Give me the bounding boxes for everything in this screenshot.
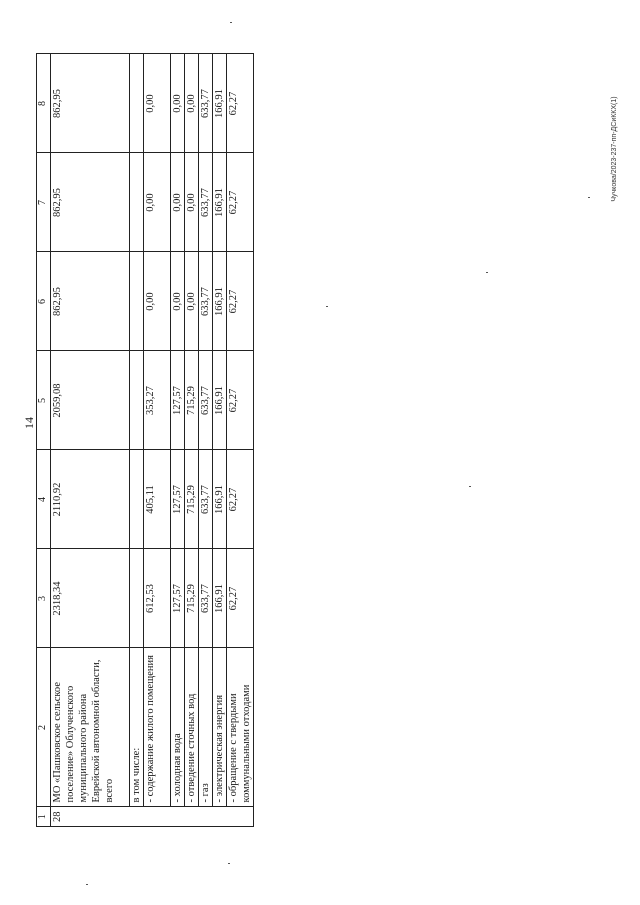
value-cell: 862,95 xyxy=(51,252,130,351)
header-cell: 1 xyxy=(37,807,51,827)
table-row xyxy=(144,54,171,827)
value-cell: 62,27 xyxy=(227,252,254,351)
value-cell: 0,00 xyxy=(144,153,171,252)
value-cell: 862,95 xyxy=(51,153,130,252)
value-cell: 127,57 xyxy=(171,351,185,450)
value-cell: 166,91 xyxy=(213,252,227,351)
value-cell: 2110,92 xyxy=(51,450,130,549)
value-cell: 166,91 xyxy=(213,450,227,549)
header-cell: 6 xyxy=(37,252,51,351)
scan-speck xyxy=(86,884,88,885)
value-cell: 0,00 xyxy=(144,54,171,153)
table-row xyxy=(171,54,185,827)
value-cell: 0,00 xyxy=(171,252,185,351)
value-cell: 62,27 xyxy=(227,549,254,648)
value-cell: 405,11 xyxy=(144,450,171,549)
value-cell: 633,77 xyxy=(199,549,213,648)
value-cell: 862,95 xyxy=(51,54,130,153)
value-cell: 127,57 xyxy=(171,450,185,549)
value-cell: 612,53 xyxy=(144,549,171,648)
scan-speck xyxy=(326,306,328,307)
table-row xyxy=(213,54,227,827)
table-row xyxy=(51,54,130,827)
header-cell: 5 xyxy=(37,351,51,450)
tariff-table xyxy=(36,54,254,828)
row-number: 28 xyxy=(51,807,254,827)
header-cell: 4 xyxy=(37,450,51,549)
value-cell: 2059,08 xyxy=(51,351,130,450)
value-cell: 715,29 xyxy=(185,450,199,549)
value-cell: 353,27 xyxy=(144,351,171,450)
row-label: - холодная вода xyxy=(171,648,185,807)
value-cell: 0,00 xyxy=(185,54,199,153)
value-cell: 127,57 xyxy=(171,549,185,648)
value-cell: 633,77 xyxy=(199,351,213,450)
table-row xyxy=(227,54,254,827)
value-cell: 62,27 xyxy=(227,351,254,450)
row-label: - электрическая энергия xyxy=(213,648,227,807)
value-cell: 0,00 xyxy=(171,54,185,153)
value-cell: 62,27 xyxy=(227,54,254,153)
table-row xyxy=(199,54,213,827)
scan-speck xyxy=(588,197,590,198)
value-cell: 715,29 xyxy=(185,351,199,450)
page-number: 14 xyxy=(22,417,36,429)
scan-speck xyxy=(469,486,471,487)
value-cell: 633,77 xyxy=(199,450,213,549)
header-cell: 2 xyxy=(37,648,51,807)
scan-speck xyxy=(486,272,488,273)
value-cell: 166,91 xyxy=(213,54,227,153)
scan-speck xyxy=(230,22,232,23)
value-cell: 633,77 xyxy=(199,153,213,252)
value-cell: 715,29 xyxy=(185,549,199,648)
value-cell: 62,27 xyxy=(227,450,254,549)
row-label: - обращение с твердыми коммунальными отходами xyxy=(227,648,254,807)
value-cell: 633,77 xyxy=(199,252,213,351)
value-cell: 0,00 xyxy=(185,153,199,252)
value-cell: 0,00 xyxy=(144,252,171,351)
value-cell: 166,91 xyxy=(213,351,227,450)
value-cell: 633,77 xyxy=(199,54,213,153)
row-label: - отведение сточных вод xyxy=(185,648,199,807)
value-cell: 0,00 xyxy=(185,252,199,351)
subheading: в том числе: xyxy=(130,648,144,807)
footer-code: Чучкова/2023-237-пп-ДСиККХ(1) xyxy=(611,96,618,202)
table-row xyxy=(130,54,144,827)
value-cell: 0,00 xyxy=(171,153,185,252)
value-cell: 166,91 xyxy=(213,153,227,252)
value-cell: 166,91 xyxy=(213,549,227,648)
value-cell: 62,27 xyxy=(227,153,254,252)
value-cell: 2318,34 xyxy=(51,549,130,648)
scan-speck xyxy=(228,863,230,864)
header-row xyxy=(37,54,51,827)
row-name: МО «Пашковское сельское поселение» Облученского муниципального района Еврейской автономной области, всего xyxy=(51,648,130,807)
header-cell: 3 xyxy=(37,549,51,648)
table-row xyxy=(185,54,199,827)
row-label: - газ xyxy=(199,648,213,807)
header-cell: 8 xyxy=(37,54,51,153)
header-cell: 7 xyxy=(37,153,51,252)
row-label: - содержание жилого помещения xyxy=(144,648,171,807)
